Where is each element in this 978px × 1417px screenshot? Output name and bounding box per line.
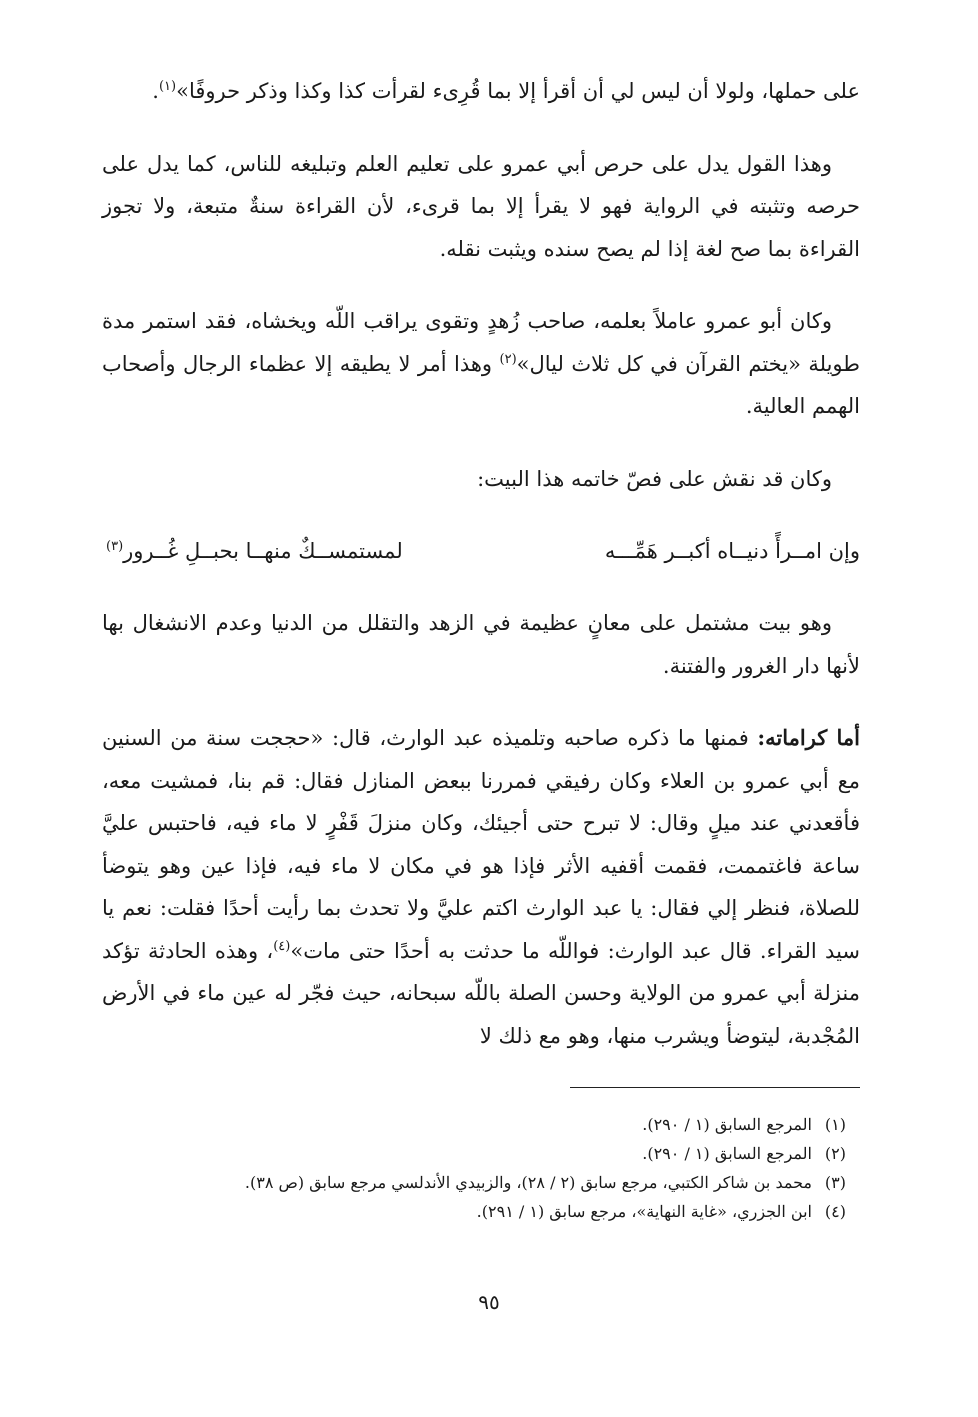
paragraph-1-tail: . [152, 79, 159, 103]
paragraph-3-before: وكان أبو عمرو عاملاً بعلمه، صاحب زُهدٍ وتقوى يراقب اللّه ويخشاه، فقد استمر مدة طويلة «يختم القرآن في كل ثلاث ليال» [102, 309, 860, 376]
footnote-text: محمد بن شاكر الكتبي، مرجع سابق (٢ / ٢٨)، والزبيدي الأندلسي مرجع سابق (ص ٣٨). [244, 1173, 812, 1192]
footnote-ref-3[interactable]: (٣) [106, 539, 124, 554]
karamat-heading: أما كراماته: [757, 725, 860, 750]
footnote-item [102, 1168, 846, 1197]
footnote-text: المرجع السابق (١ / ٢٩٠). [642, 1115, 812, 1134]
verse-first-hemistich: وإن امــرأً دنيــاه أكبــر هَمِّـــه [604, 539, 860, 563]
verse-second-hemistich-text: لمستمســكٌ منهــا بحبــلِ غُــرور [123, 539, 403, 563]
footnote-ref-2[interactable]: (٢) [499, 351, 517, 367]
paragraph-2: وهذا القول يدل على حرص أبي عمرو على تعليم العلم وتبليغه للناس، كما يدل على حرصه وتثبته في الرواية فهو لا يقرأ إلا بما قرىء، لأن القراءة سنةٌ متبعة، ولا تجوز القراءة بما صح لغة إذا لم يصح سنده ويثبت نقله. [102, 151, 860, 261]
paragraph-6-before: فمنها ما ذكره صاحبه وتلميذه عبد الوارث، قال: «حججت سنة من السنين مع أبي عمرو بن العلاء وكان رفيقي فمررنا ببعض المنازل فقال: قم بنا، فمشيت معه، فأقعدني عند ميلٍ وقال: لا تبرح حتى أجيئك، وكان منزلَ قَفْرٍ لا ماء فيه، فاحتبس عليَّ ساعة فاغتممت، فقمت أقفيه الأثر فإذا هو في مكان لا ماء فيه، فإذا عين وهو يتوضأ للصلاة، فنظر إلي فقال: يا عبد الوارث اكتم عليَّ ولا تحدث بما رأيت أحدًا فقلت: نعم يا سيد القراء. قال عبد الوارث: فواللّه ما حدثت به أحدًا حتى مات» [102, 726, 860, 963]
footnote-number: (٢) [824, 1144, 846, 1163]
paragraph-1 [102, 70, 860, 113]
footnote-number: (٤) [824, 1202, 846, 1221]
paragraph-6 [102, 717, 860, 1057]
footnote-text: ابن الجزري، «غاية النهاية»، مرجع سابق (١ / ٢٩١). [476, 1202, 812, 1221]
footnote-divider [570, 1087, 860, 1088]
footnote-item [102, 1110, 846, 1139]
footnote-number: (٣) [824, 1173, 846, 1192]
paragraph-5: وهو بيت مشتمل على معانٍ عظيمة في الزهد والتقلل من الدنيا وعدم الانشغال بها لأنها دار الغرور والفتنة. [102, 611, 860, 678]
paragraph-4: وكان قد نقش على فصّ خاتمه هذا البيت: [477, 466, 832, 491]
footnote-number: (١) [824, 1115, 846, 1134]
footnote-text: المرجع السابق (١ / ٢٩٠). [642, 1144, 812, 1163]
paragraph-6-after: ، وهذه الحادثة تؤكد منزلة أبي عمرو من الولاية وحسن الصلة باللّه سبحانه، حيث فجّر له عين ماء في الأرض المُجْدبة، ليتوضأ ويشرب منها، وهو مع ذلك لا [102, 938, 860, 1048]
page-number: ٩٥ [478, 1290, 500, 1314]
footnote-item [102, 1139, 846, 1168]
paragraph-3 [102, 300, 860, 428]
footnote-item [102, 1197, 846, 1226]
verse-second-hemistich [106, 530, 403, 572]
footnote-ref-4[interactable]: (٤) [273, 938, 291, 954]
footnote-ref-1[interactable]: (١) [158, 79, 177, 94]
footnotes [102, 1110, 860, 1226]
poetry-verse [102, 530, 860, 572]
paragraph-3-after: وهذا أمر لا يطيقه إلا عظماء الرجال وأصحاب الهمم العالية. [102, 351, 860, 418]
paragraph-1-text: على حملها، ولولا أن ليس لي أن أقرأ إلا بما قُرِىء لقرأت كذا وكذا وذكر حروفًا» [176, 79, 860, 103]
